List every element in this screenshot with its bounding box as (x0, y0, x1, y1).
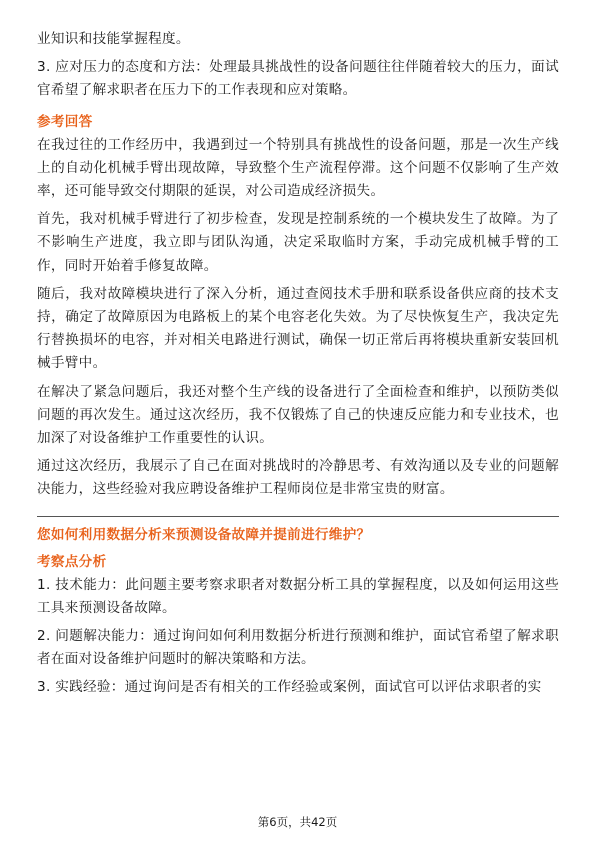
page-number: 第6页，共42页 (257, 815, 338, 829)
analysis-heading: 考察点分析 (37, 553, 107, 570)
answer-paragraph: 首先，我对机械手臂进行了初步检查，发现是控制系统的一个模块发生了故障。为了不影响生产进度，我立即与团队沟通，决定采取临时方案，手动完成机械手臂的工作，同时开始着手修复故障。 (37, 211, 559, 274)
document-page (37, 28, 559, 700)
reference-answer-heading: 参考回答 (37, 113, 93, 130)
analysis-point: 2. 问题解决能力：通过询问如何利用数据分析进行预测和维护，面试官希望了解求职者在面对设备维护问题时的解决策略和方法。 (37, 628, 559, 668)
answer-paragraph: 在解决了紧急问题后，我还对整个生产线的设备进行了全面检查和维护，以预防类似问题的再次发生。通过这次经历，我不仅锻炼了自己的快速反应能力和专业技术，也加深了对设备维护工作重要性的认识。 (37, 383, 559, 447)
analysis-point: 3. 实践经验：通过询问是否有相关的工作经验或案例，面试官可以评估求职者的实 (37, 679, 542, 696)
continuation-text: 业知识和技能掌握程度。 (37, 31, 190, 47)
section-divider (37, 516, 559, 517)
answer-paragraph: 通过这次经历，我展示了自己在面对挑战时的冷静思考、有效沟通以及专业的问题解决能力，这些经验对我应聘设备维护工程师岗位是非常宝贵的财富。 (37, 458, 559, 498)
analysis-point: 1. 技术能力：此问题主要考察求职者对数据分析工具的掌握程度，以及如何运用这些工具来预测设备故障。 (37, 576, 559, 616)
question-title: 您如何利用数据分析来预测设备故障并提前进行维护？ (37, 526, 371, 543)
assessment-point-3: 3. 应对压力的态度和方法：处理最具挑战性的设备问题往往伴随着较大的压力，面试官希望了解求职者在压力下的工作表现和应对策略。 (37, 59, 559, 99)
answer-paragraph: 随后，我对故障模块进行了深入分析，通过查阅技术手册和联系设备供应商的技术支持，确定了故障原因为电路板上的某个电容老化失效。为了尽快恢复生产，我决定先行替换损坏的电容，并对相关电路进行测试，确保一切正常后再将模块重新安装回机械手臂中。 (37, 285, 559, 372)
answer-paragraph: 在我过往的工作经历中，我遇到过一个特别具有挑战性的设备问题，那是一次生产线上的自动化机械手臂出现故障，导致整个生产流程停滞。这个问题不仅影响了生产效率，还可能导致交付期限的延误，对公司造成经济损失。 (37, 136, 559, 200)
